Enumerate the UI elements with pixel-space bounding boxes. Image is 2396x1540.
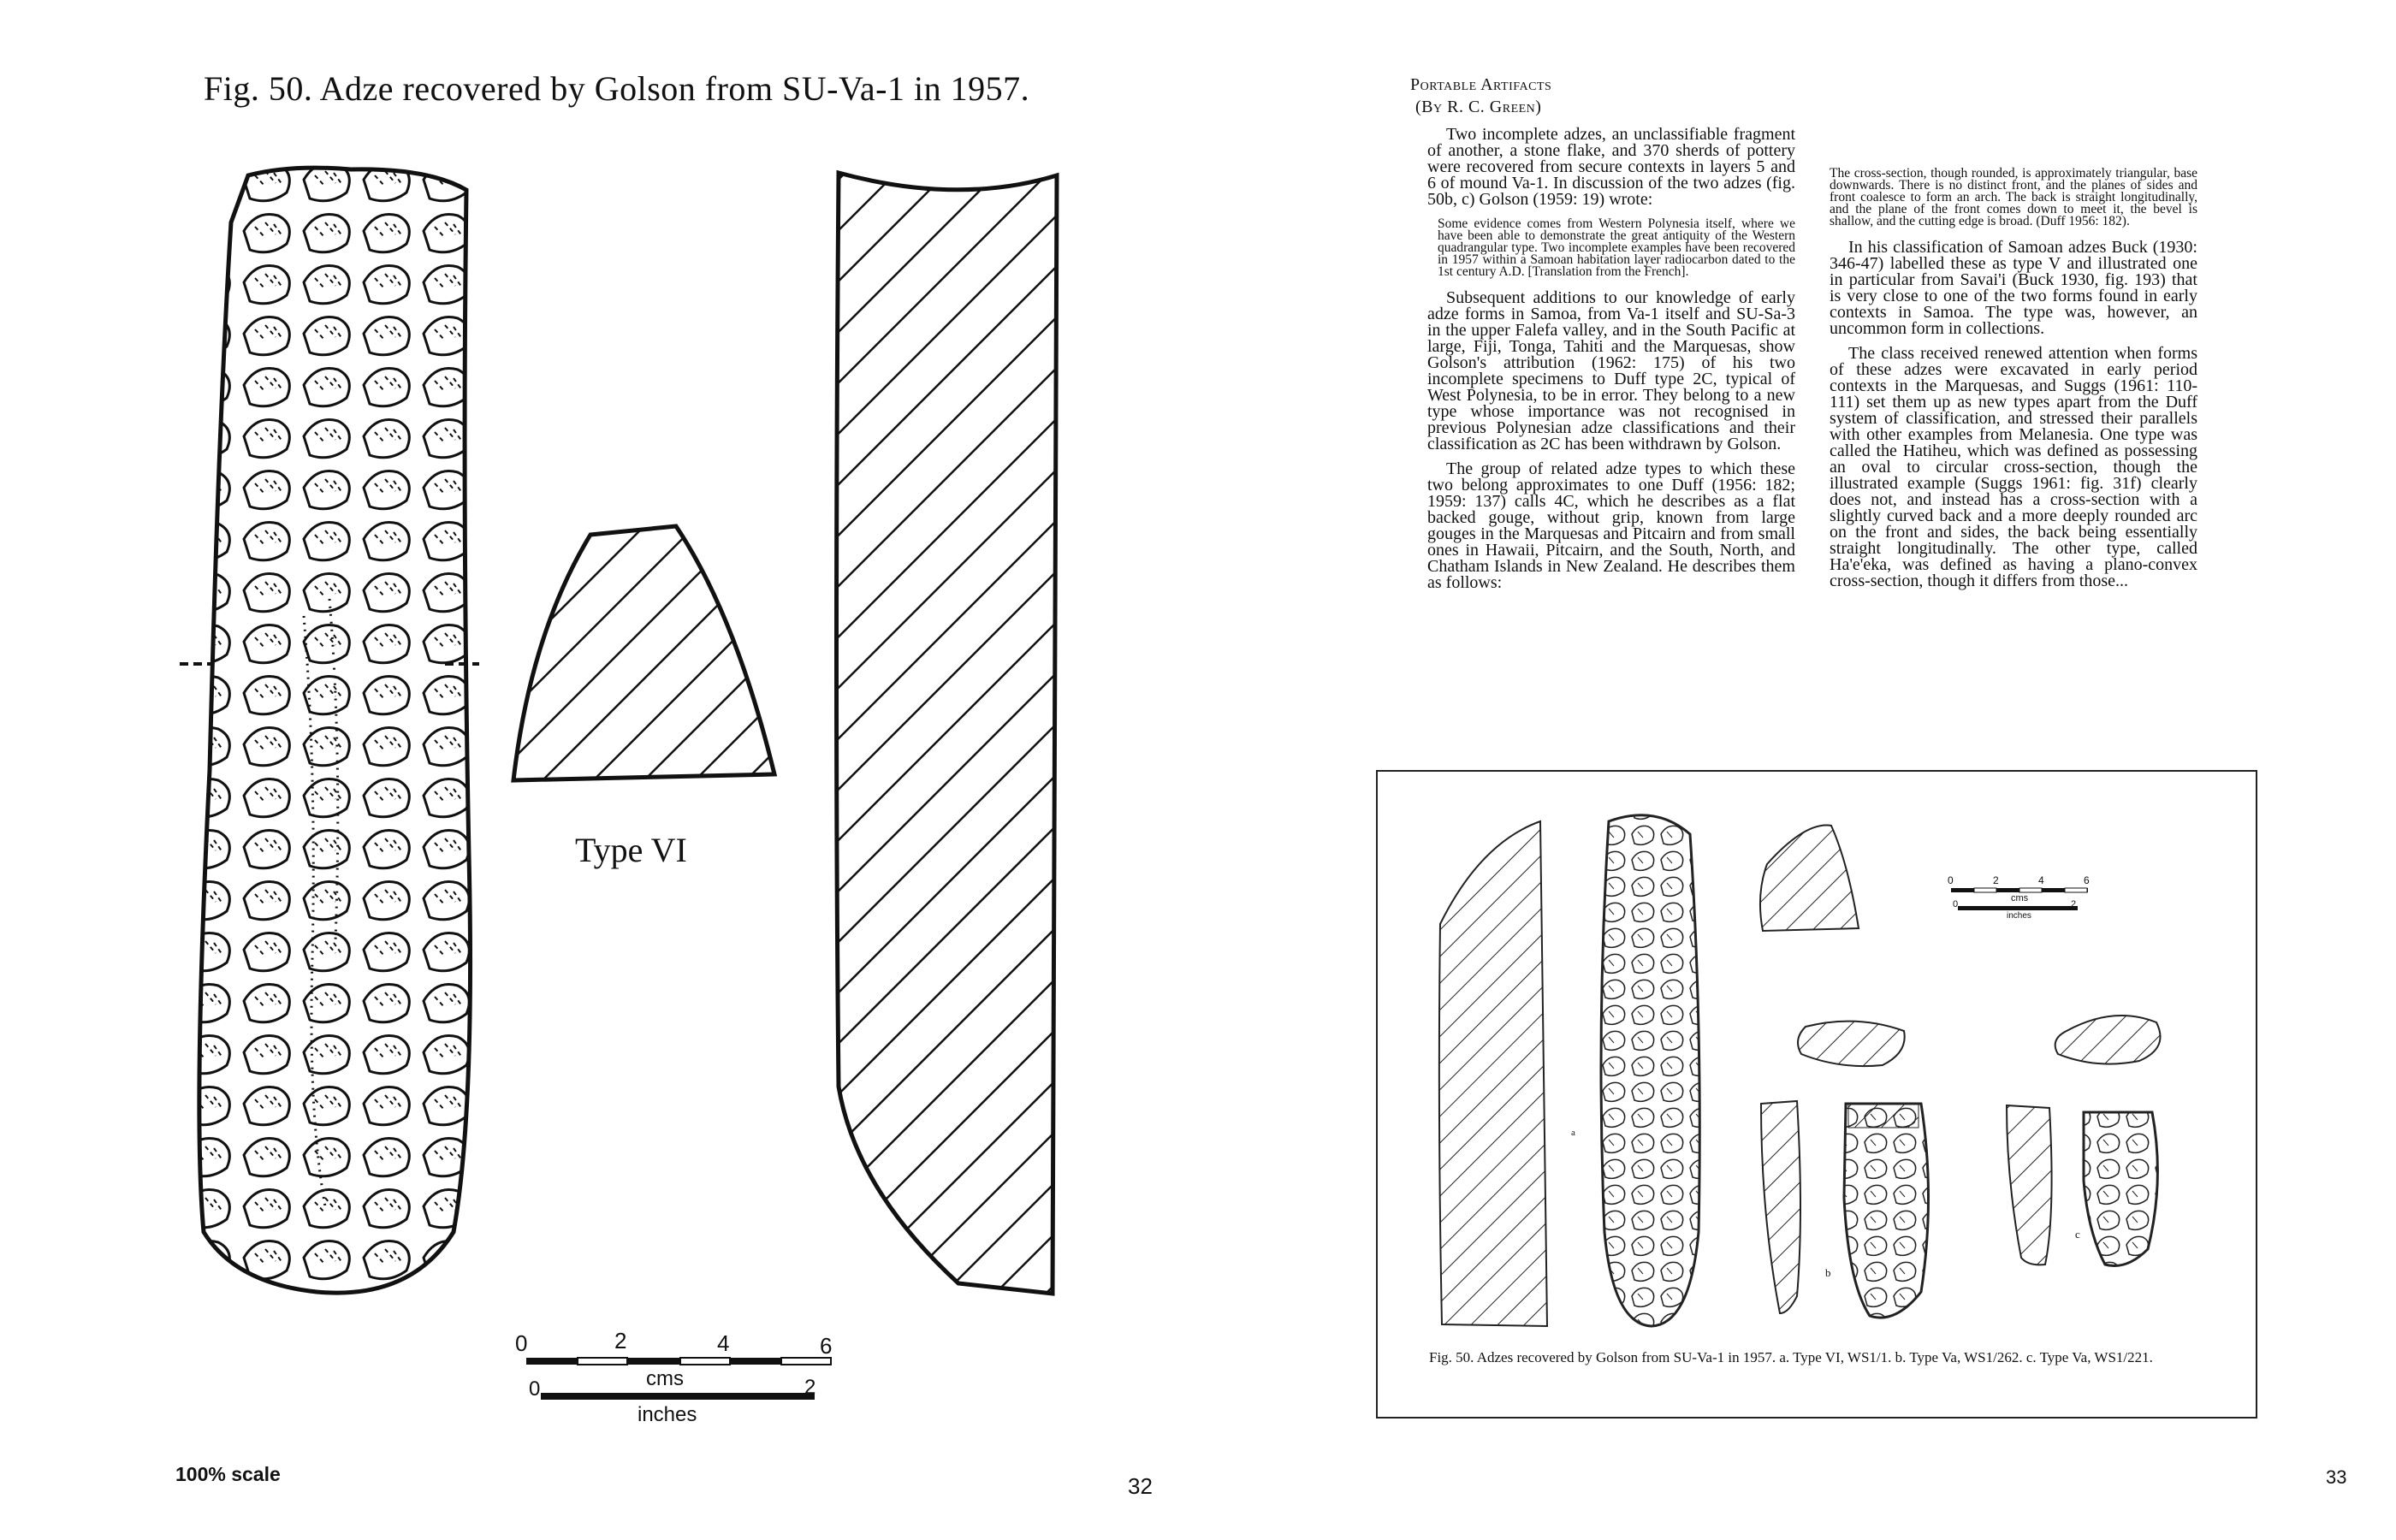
figure-a-face	[1601, 815, 1699, 1326]
block-quote: Some evidence comes from Western Polynesia itself, where we have been able to demonstrate the great antiquity of the Western quadrangular type. Two incomplete examples have been recovered in 1957 within a Samoan habitation layer radiocarbon dated to the 1st century A.D. [Translation from the French].	[1438, 216, 1795, 279]
figure-scale-tick-2: 2	[1993, 874, 1999, 886]
page-number-left: 32	[1128, 1473, 1153, 1499]
figure-scale-cm-label: cms	[2011, 893, 2029, 903]
figure-scale-tick-4: 4	[2038, 874, 2044, 886]
figure-c-face	[2084, 1112, 2157, 1266]
figure-b-side-profile	[1761, 1101, 1800, 1313]
figure-label-c: c	[2075, 1228, 2080, 1241]
type-label: Type VI	[575, 831, 687, 869]
figure-a-side-profile	[1439, 821, 1547, 1326]
figure-scale-inch-tick-2: 2	[2071, 899, 2077, 909]
figure-b-cross-section	[1798, 1022, 1905, 1067]
figure-scale-tick-6: 6	[2084, 874, 2090, 886]
figure-caption: Fig. 50. Adzes recovered by Golson from SU-Va-1 in 1957. a. Type VI, WS1/1. b. Type Va, WS1/262. c. Type Va, WS1/221.	[1429, 1349, 2153, 1365]
block-quote: The cross-section, though rounded, is approximately triangular, base downwards. There is no distinct front, and the planes of sides and front coalesce to form an arch. The back is straight longitudinally, and the plane of the front comes down to meet it, the bevel is shallow, and the cutting edge is broad. (Duff 1956: 182).	[1830, 166, 2197, 228]
scale-inch-tick-2: 2	[804, 1376, 816, 1399]
figure-scale-inch-label: inches	[2007, 911, 2031, 921]
scale-tick-0: 0	[515, 1330, 528, 1356]
figure-c-cross-section	[2055, 1016, 2161, 1064]
figure-title: Fig. 50. Adze recovered by Golson from SU-Va-1 in 1957.	[204, 69, 1030, 108]
scale-tick-4: 4	[717, 1330, 730, 1356]
scale-tick-2: 2	[614, 1328, 627, 1353]
paragraph: Subsequent additions to our knowledge of early adze forms in Samoa, from Va-1 itself and SU-Sa-3 in the upper Falefa valley, and in the South Pacific at large, Fiji, Tonga, Tahiti and the Marquesas, show Golson's attribution (1962: 175) of his two incomplete specimens to Duff type 2C, typical of West Polynesia, to be in error. They belong to a new type whose importance was not recognised in previous Polynesian adze classifications and their classification as 2C has been withdrawn by Golson.	[1427, 288, 1795, 453]
figure-label-b: b	[1825, 1266, 1831, 1279]
figure-label-a: a	[1571, 1128, 1575, 1138]
scale-cm-label: cms	[646, 1367, 684, 1390]
paragraph: Two incomplete adzes, an unclassifiable fragment of another, a stone flake, and 370 sherds of pottery were recovered from secure contexts in layers 5 and 6 of mound Va-1. In discussion of the two adzes (fig. 50b, c) Golson (1959: 19) wrote:	[1427, 125, 1795, 209]
scale-inch-label: inches	[638, 1403, 697, 1426]
scale-inch-tick-0: 0	[529, 1377, 541, 1401]
figure-a-cross-section	[1760, 826, 1859, 931]
page-number-right: 33	[2326, 1466, 2347, 1488]
scale-note: 100% scale	[175, 1463, 281, 1485]
figure-c-side-profile	[2007, 1105, 2052, 1265]
section-title: Portable Artifacts	[1410, 75, 1552, 94]
paragraph: The group of related adze types to which these two belong approximates to one Duff (1956: 182; 1959: 137) calls 4C, which he describes as a flat backed gouge, without grip, known from large gouges in the Marquesas and Pitcairn and from small ones in Hawaii, Pitcairn, and the South, North, and Chatham Islands in New Zealand. He describes them as follows:	[1427, 459, 1795, 592]
author-line: (By R. C. Green)	[1415, 98, 1542, 116]
scale-tick-6: 6	[820, 1333, 833, 1359]
figure-b-face	[1844, 1104, 1929, 1318]
paragraph: The class received renewed attention when forms of these adzes were excavated in early period contexts in the Marquesas, and Suggs (1961: 110-111) set them up as new types apart from the Duff system of classification, and stressed their parallels with other examples from Melanesia. One type was called the Hatiheu, which was defined as possessing an oval to circular cross-section, though the illustrated example (Suggs 1961: fig. 31f) clearly does not, and instead has a cross-section with a slightly curved back and a more deeply rounded arc on the front and sides, the back being essentially straight longitudinally. The other type, called Ha'e'eka, was defined as having a plano-convex cross-section, though it differs from those...	[1830, 344, 2197, 590]
figure-scale-tick-0: 0	[1948, 874, 1954, 886]
paragraph: In his classification of Samoan adzes Buck (1930: 346-47) labelled these as type V and illustrated one in particular from Savai'i (Buck 1930, fig. 193) that is very close to one of the two forms found in early contexts in Samoa. The type was, however, an uncommon form in collections.	[1830, 238, 2197, 338]
figure-scale-inch-tick-0: 0	[1953, 899, 1959, 909]
